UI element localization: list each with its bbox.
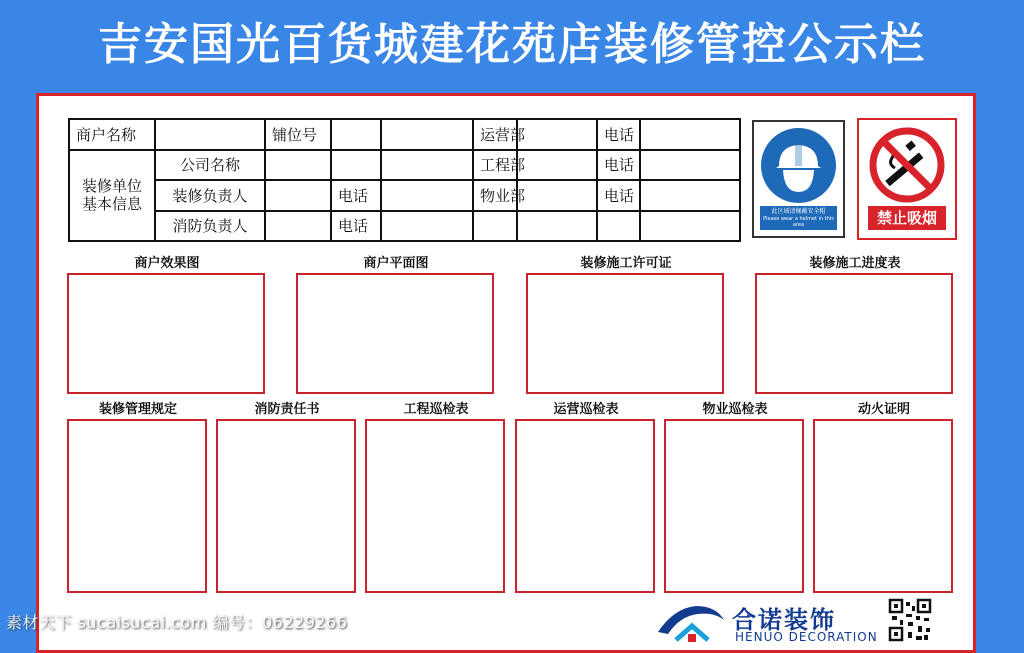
panel-label: 动火证明	[857, 402, 910, 417]
panel-property-inspection	[664, 402, 806, 588]
fire-manager-phone-value	[381, 211, 473, 242]
page-title: 吉安国光百货城建花苑店装修管控公示栏	[98, 19, 926, 70]
panel-label: 装修施工许可证	[580, 256, 672, 271]
operations-dept-label: 运营部	[473, 119, 517, 150]
panel-construction-permit	[526, 256, 726, 395]
panel-floor-plan	[296, 256, 496, 395]
fire-manager-value	[265, 211, 331, 242]
panel-box	[67, 419, 207, 593]
panel-box	[216, 419, 356, 593]
table-row	[69, 211, 740, 242]
panel-label: 运营巡检表	[553, 402, 619, 417]
panel-label: 消防责任书	[254, 402, 320, 417]
engineering-phone-label: 电话	[597, 150, 640, 181]
decor-manager-value	[265, 180, 331, 211]
engineering-phone-value	[640, 150, 740, 181]
helmet-sign-en: Please wear a helmet in this area	[763, 216, 834, 228]
panel-fire-responsibility	[216, 402, 358, 588]
operations-phone-value	[640, 119, 740, 150]
panel-rendering	[67, 256, 267, 395]
company-name-value	[265, 150, 331, 181]
panel-box	[365, 419, 505, 593]
panel-box	[664, 419, 804, 593]
decor-manager-label: 装修负责人	[155, 180, 265, 211]
logo-subtitle: HENUO DECORATION	[735, 630, 878, 644]
table-cell	[473, 211, 517, 242]
property-phone-label: 电话	[597, 180, 640, 211]
panel-label: 工程巡检表	[403, 402, 469, 417]
fire-manager-phone-label: 电话	[331, 211, 381, 242]
engineering-dept-value	[517, 150, 597, 181]
panel-label: 装修管理规定	[98, 402, 177, 417]
panel-hot-work-permit	[813, 402, 955, 588]
company-name-label: 公司名称	[155, 150, 265, 181]
panel-box	[526, 273, 724, 394]
no-smoking-icon	[868, 126, 946, 204]
panel-box	[515, 419, 655, 593]
panel-box	[67, 273, 265, 394]
helmet-sign-text	[760, 206, 837, 230]
table-row	[69, 119, 740, 150]
panel-operations-inspection	[515, 402, 657, 588]
panel-management-rules	[67, 402, 209, 588]
property-phone-value	[640, 180, 740, 211]
table-cell	[381, 150, 473, 181]
panel-engineering-inspection	[365, 402, 507, 588]
table-cell	[597, 211, 640, 242]
panel-label: 装修施工进度表	[809, 256, 901, 271]
operations-dept-value	[517, 119, 597, 150]
helmet-sign-cn: 此区域请佩戴安全帽	[771, 208, 826, 215]
no-smoking-sign	[857, 118, 957, 240]
shop-number-value	[331, 119, 381, 150]
operations-phone-label: 电话	[597, 119, 640, 150]
table-row	[69, 150, 740, 181]
panel-label: 商户效果图	[134, 256, 200, 271]
decor-manager-phone-value	[381, 180, 473, 211]
table-cell	[381, 119, 473, 150]
panel-box	[755, 273, 953, 394]
decor-unit-info-label: 装修单位 基本信息	[69, 150, 155, 242]
panel-label: 商户平面图	[363, 256, 429, 271]
table-row	[69, 180, 740, 211]
table-cell	[517, 211, 597, 242]
panel-box	[296, 273, 494, 394]
property-dept-value	[517, 180, 597, 211]
engineering-dept-label: 工程部	[473, 150, 517, 181]
table-cell	[640, 211, 740, 242]
notice-board	[36, 93, 976, 653]
panel-progress-schedule	[755, 256, 955, 395]
shop-number-label: 铺位号	[265, 119, 331, 150]
panel-label: 物业巡检表	[702, 402, 768, 417]
helmet-icon	[761, 128, 836, 203]
logo-name: 合诺装饰	[732, 606, 836, 634]
merchant-name-value	[155, 119, 265, 150]
fire-manager-label: 消防负责人	[155, 211, 265, 242]
property-dept-label: 物业部	[473, 180, 517, 211]
panel-box	[813, 419, 953, 593]
watermark-text: 素材天下 sucaisucai.com 编号：06229266	[6, 613, 348, 632]
info-table	[68, 118, 741, 242]
company-logo	[652, 600, 884, 644]
table-cell	[331, 150, 381, 181]
no-smoking-label: 禁止吸烟	[868, 206, 946, 230]
qr-code-icon	[888, 598, 932, 642]
merchant-name-label: 商户名称	[69, 119, 155, 150]
helmet-sign	[752, 120, 845, 238]
decor-manager-phone-label: 电话	[331, 180, 381, 211]
house-logo-icon	[654, 602, 726, 644]
